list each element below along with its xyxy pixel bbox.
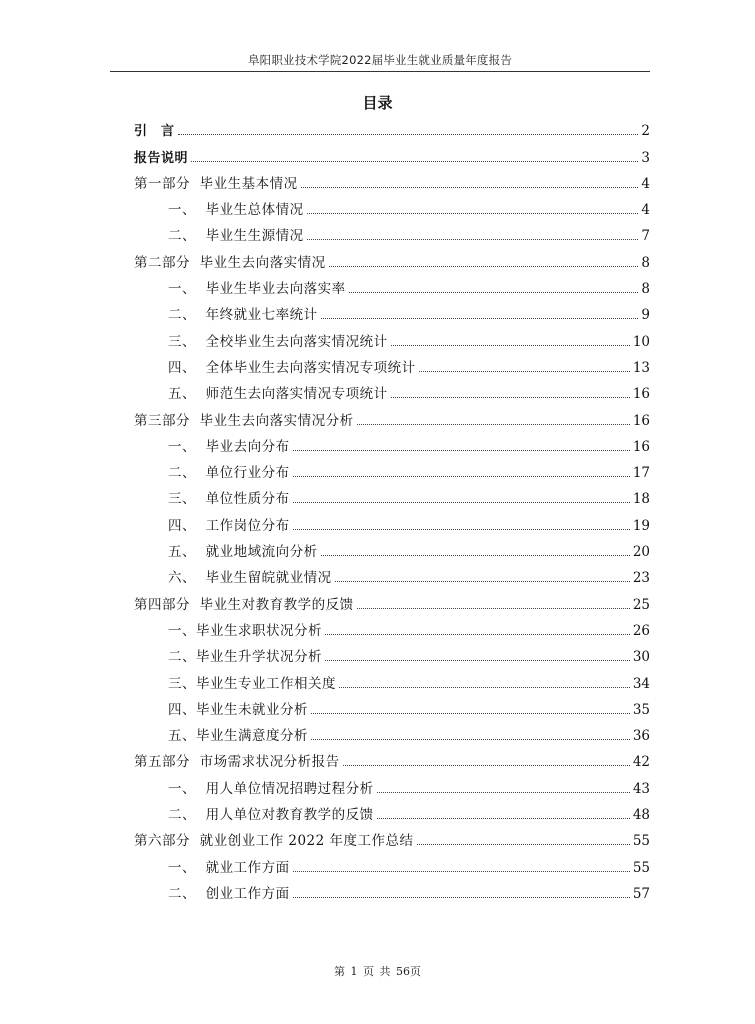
toc-entry-label: 一、 毕业去向分布 [168, 438, 290, 455]
toc-entry[interactable] [134, 166, 650, 192]
toc-entry[interactable] [134, 350, 650, 376]
dot-leader [417, 844, 630, 845]
toc-entry-label: 二、毕业生升学状况分析 [168, 649, 322, 666]
toc-entry-label: 六、 毕业生留皖就业情况 [168, 570, 332, 587]
toc-entry[interactable] [134, 455, 650, 481]
toc-entry-page-number: 17 [632, 465, 650, 482]
toc-entry-page-number: 18 [632, 491, 650, 508]
toc-entry-label: 一、 用人单位情况招聘过程分析 [168, 780, 374, 797]
dot-leader [321, 318, 639, 319]
toc-entry-label: 二、 用人单位对教育教学的反馈 [168, 807, 374, 824]
dot-leader [301, 187, 639, 188]
toc-entry[interactable] [134, 297, 650, 323]
dot-leader [357, 424, 630, 425]
toc-entry-label: 一、 毕业生总体情况 [168, 202, 304, 219]
toc-entry[interactable] [134, 613, 650, 639]
toc-entry-page-number: 23 [632, 570, 650, 587]
toc-entry-label: 五、 就业地域流向分析 [168, 544, 318, 561]
toc-entry-page-number: 25 [632, 596, 650, 613]
toc-entry[interactable] [134, 797, 650, 823]
toc-entry-page-number: 2 [641, 123, 650, 140]
toc-entry-label: 三、 单位性质分布 [168, 491, 290, 508]
toc-entry-label: 五、 师范生去向落实情况专项统计 [168, 386, 388, 403]
toc-entry-label: 二、 毕业生生源情况 [168, 228, 304, 245]
toc-entry[interactable] [134, 244, 650, 270]
toc-entry-page-number: 8 [641, 254, 650, 271]
dot-leader [321, 555, 630, 556]
toc-entry-page-number: 19 [632, 517, 650, 534]
dot-leader [335, 581, 630, 582]
dot-leader [293, 897, 630, 898]
toc-entry-label: 二、 单位行业分布 [168, 465, 290, 482]
dot-leader [178, 134, 639, 135]
dot-leader [293, 871, 630, 872]
toc-entry-label: 四、毕业生未就业分析 [168, 701, 308, 718]
toc-entry-label: 报告说明 [134, 150, 189, 166]
dot-leader [391, 345, 630, 346]
toc-entry-page-number: 36 [632, 728, 650, 745]
toc-entry[interactable] [134, 376, 650, 402]
toc-entry[interactable] [134, 113, 650, 139]
toc-entry-label: 第五部分 市场需求状况分析报告 [134, 754, 340, 771]
toc-entry-page-number: 57 [632, 885, 650, 902]
toc-entry[interactable] [134, 534, 650, 560]
toc-entry-label: 五、毕业生满意度分析 [168, 728, 308, 745]
toc-entry-page-number: 20 [632, 544, 650, 561]
toc-entry-label: 第四部分 毕业生对教育教学的反馈 [134, 596, 354, 613]
toc-entry-label: 一、 就业工作方面 [168, 859, 290, 876]
toc-entry[interactable] [134, 323, 650, 349]
toc-entry[interactable] [134, 586, 650, 612]
dot-leader [191, 161, 638, 162]
dot-leader [339, 687, 630, 688]
dot-leader [293, 476, 630, 477]
toc-entry-label: 第二部分 毕业生去向落实情况 [134, 254, 326, 271]
dot-leader [391, 397, 630, 398]
toc-entry[interactable] [134, 639, 650, 665]
dot-leader [293, 450, 630, 451]
toc-entry-label: 二、 创业工作方面 [168, 885, 290, 902]
toc-entry-page-number: 4 [641, 202, 650, 219]
toc-entry-label: 一、 毕业生毕业去向落实率 [168, 281, 346, 298]
toc-entry-page-number: 16 [632, 412, 650, 429]
toc-entry-page-number: 42 [632, 754, 650, 771]
dot-leader [329, 266, 639, 267]
toc-entry-page-number: 3 [641, 149, 650, 166]
toc-entry-page-number: 10 [632, 333, 650, 350]
toc-entry-label: 第六部分 就业创业工作 2022 年度工作总结 [134, 833, 414, 850]
toc-entry[interactable] [134, 744, 650, 770]
page-number-footer: 第 1 页 共 56页 [334, 965, 421, 978]
toc-entry[interactable] [134, 271, 650, 297]
toc-entry-label: 引 言 [134, 124, 175, 140]
toc-entry-label: 第三部分 毕业生去向落实情况分析 [134, 412, 354, 429]
toc-entry[interactable] [134, 192, 650, 218]
toc-entry[interactable] [134, 429, 650, 455]
toc-entry-label: 四、 工作岗位分布 [168, 517, 290, 534]
toc-entry-page-number: 4 [641, 175, 650, 192]
dot-leader [307, 213, 639, 214]
toc-entry-label: 四、 全体毕业生去向落实情况专项统计 [168, 359, 416, 376]
toc-entry-label: 一、毕业生求职状况分析 [168, 622, 322, 639]
dot-leader [311, 713, 630, 714]
toc-entry-label: 第一部分 毕业生基本情况 [134, 175, 298, 192]
toc-entry[interactable] [134, 770, 650, 796]
dot-leader [377, 792, 630, 793]
toc-entry-label: 二、 年终就业七率统计 [168, 307, 318, 324]
dot-leader [325, 634, 630, 635]
toc-entry[interactable] [134, 823, 650, 849]
toc-entry-page-number: 34 [632, 675, 650, 692]
toc-entry[interactable] [134, 876, 650, 902]
running-header: 阜阳职业技术学院2022届毕业生就业质量年度报告 [247, 53, 513, 67]
header-divider [110, 71, 650, 72]
dot-leader [377, 818, 630, 819]
toc-entry-page-number: 48 [632, 807, 650, 824]
toc-entry-page-number: 30 [632, 649, 650, 666]
dot-leader [419, 371, 630, 372]
dot-leader [293, 502, 630, 503]
toc-entry[interactable] [134, 402, 650, 428]
toc-entry[interactable] [134, 849, 650, 875]
toc-entry-label: 三、毕业生专业工作相关度 [168, 675, 336, 692]
toc-entry-page-number: 26 [632, 622, 650, 639]
table-of-contents [134, 113, 650, 902]
toc-entry-page-number: 16 [632, 386, 650, 403]
toc-entry[interactable] [134, 692, 650, 718]
toc-entry-page-number: 8 [641, 281, 650, 298]
toc-title: 目录 [362, 94, 393, 112]
toc-entry-page-number: 43 [632, 780, 650, 797]
toc-entry-label: 三、 全校毕业生去向落实情况统计 [168, 333, 388, 350]
dot-leader [311, 739, 630, 740]
dot-leader [293, 529, 630, 530]
toc-entry-page-number: 16 [632, 438, 650, 455]
dot-leader [325, 660, 630, 661]
toc-entry[interactable] [134, 560, 650, 586]
toc-entry[interactable] [134, 507, 650, 533]
toc-entry-page-number: 9 [641, 307, 650, 324]
toc-entry[interactable] [134, 139, 650, 165]
toc-entry[interactable] [134, 718, 650, 744]
toc-entry-page-number: 13 [632, 359, 650, 376]
dot-leader [343, 765, 630, 766]
dot-leader [357, 608, 630, 609]
toc-entry[interactable] [134, 665, 650, 691]
toc-entry-page-number: 55 [632, 859, 650, 876]
toc-entry[interactable] [134, 218, 650, 244]
dot-leader [307, 239, 639, 240]
toc-entry-page-number: 55 [632, 833, 650, 850]
dot-leader [349, 292, 639, 293]
toc-entry-page-number: 35 [632, 701, 650, 718]
toc-entry[interactable] [134, 481, 650, 507]
toc-entry-page-number: 7 [641, 228, 650, 245]
